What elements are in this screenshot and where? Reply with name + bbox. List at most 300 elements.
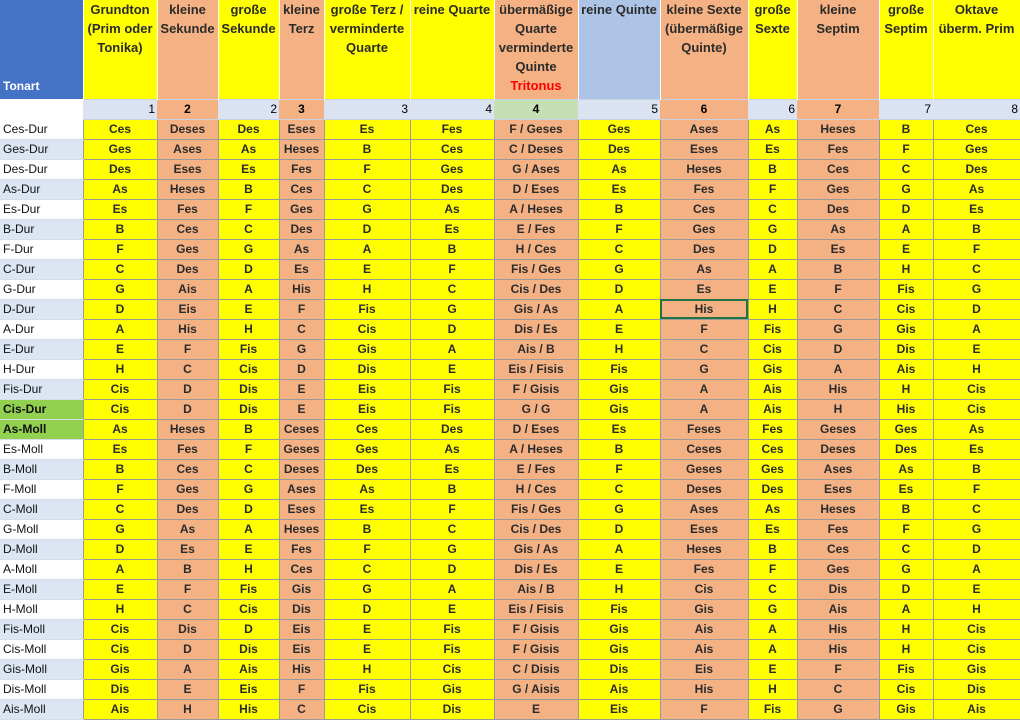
table-cell[interactable]: H <box>578 339 660 359</box>
degree-number[interactable]: 8 <box>933 99 1020 119</box>
row-key-cell[interactable]: B-Moll <box>0 459 83 479</box>
table-cell[interactable]: Gis <box>279 579 324 599</box>
table-cell[interactable]: C <box>218 459 279 479</box>
table-cell[interactable]: His <box>797 619 879 639</box>
degree-number[interactable]: 2 <box>218 99 279 119</box>
column-header[interactable] <box>660 0 748 99</box>
table-cell[interactable]: D / Eses <box>494 179 578 199</box>
table-cell[interactable]: C / Disis <box>494 659 578 679</box>
table-cell[interactable]: A / Heses <box>494 439 578 459</box>
table-cell[interactable]: F <box>660 699 748 719</box>
table-cell[interactable]: F <box>797 279 879 299</box>
table-cell[interactable]: C <box>157 599 218 619</box>
table-cell[interactable]: D <box>157 639 218 659</box>
table-cell[interactable]: D <box>797 339 879 359</box>
table-cell[interactable]: Ases <box>660 119 748 139</box>
table-cell[interactable]: B <box>879 119 933 139</box>
table-cell[interactable]: B <box>410 239 494 259</box>
table-cell[interactable]: Dis <box>218 639 279 659</box>
table-cell[interactable]: Ges <box>933 139 1020 159</box>
table-cell[interactable]: Dis <box>797 579 879 599</box>
table-cell[interactable]: F <box>410 499 494 519</box>
table-cell[interactable]: Ges <box>157 479 218 499</box>
table-cell[interactable]: G <box>218 479 279 499</box>
table-cell[interactable]: As <box>157 519 218 539</box>
table-cell[interactable]: F <box>660 319 748 339</box>
table-cell[interactable]: A <box>933 319 1020 339</box>
table-cell[interactable]: Eis <box>324 379 410 399</box>
table-cell[interactable]: C <box>797 299 879 319</box>
column-header[interactable] <box>494 0 578 99</box>
table-cell[interactable]: C <box>410 279 494 299</box>
table-cell[interactable]: Es <box>933 439 1020 459</box>
table-cell[interactable]: His <box>797 379 879 399</box>
table-cell[interactable]: Heses <box>797 499 879 519</box>
table-cell[interactable]: Gis / As <box>494 299 578 319</box>
table-cell[interactable]: Es <box>324 119 410 139</box>
table-cell[interactable]: Cis <box>218 599 279 619</box>
table-cell[interactable]: Fes <box>797 519 879 539</box>
table-cell[interactable]: Deses <box>279 459 324 479</box>
table-cell[interactable]: Fis <box>218 339 279 359</box>
table-cell[interactable]: Eses <box>660 139 748 159</box>
table-cell[interactable]: Ges <box>410 159 494 179</box>
table-cell[interactable]: E <box>324 619 410 639</box>
table-cell[interactable]: Fis <box>748 699 797 719</box>
table-cell[interactable]: D <box>279 359 324 379</box>
table-cell[interactable]: Ais <box>157 279 218 299</box>
table-cell[interactable]: Es <box>933 199 1020 219</box>
table-cell[interactable]: F / Gisis <box>494 639 578 659</box>
table-cell[interactable]: B <box>879 499 933 519</box>
row-key-cell[interactable]: G-Moll <box>0 519 83 539</box>
table-cell[interactable]: Ases <box>157 139 218 159</box>
table-cell[interactable]: Eis / Fisis <box>494 599 578 619</box>
table-cell[interactable]: D <box>83 539 157 559</box>
table-cell[interactable]: As <box>578 159 660 179</box>
table-cell[interactable]: Cis <box>83 619 157 639</box>
table-cell[interactable]: E <box>748 279 797 299</box>
table-cell[interactable]: As <box>797 219 879 239</box>
table-cell[interactable]: C <box>410 519 494 539</box>
table-cell[interactable]: Gis <box>879 699 933 719</box>
table-cell[interactable]: Eis <box>279 619 324 639</box>
table-cell[interactable]: Ceses <box>660 439 748 459</box>
table-cell[interactable]: C <box>279 319 324 339</box>
table-cell[interactable]: B <box>410 479 494 499</box>
table-cell[interactable]: Des <box>157 259 218 279</box>
table-cell[interactable]: Dis <box>279 599 324 619</box>
table-cell[interactable]: As <box>279 239 324 259</box>
table-cell[interactable]: A <box>410 339 494 359</box>
table-cell[interactable]: Ais <box>83 699 157 719</box>
table-cell[interactable]: Ges <box>279 199 324 219</box>
table-cell[interactable]: G / G <box>494 399 578 419</box>
table-cell[interactable]: Dis <box>83 679 157 699</box>
table-cell[interactable]: Cis <box>933 619 1020 639</box>
table-cell[interactable]: B <box>797 259 879 279</box>
table-cell[interactable]: Des <box>324 459 410 479</box>
table-cell[interactable]: Eis <box>660 659 748 679</box>
table-cell[interactable]: Gis <box>324 339 410 359</box>
table-cell[interactable]: Cis <box>324 699 410 719</box>
row-key-cell[interactable]: E-Moll <box>0 579 83 599</box>
table-cell[interactable]: His <box>157 319 218 339</box>
degree-number[interactable]: 6 <box>660 99 748 119</box>
table-cell[interactable]: A <box>578 299 660 319</box>
table-cell[interactable]: G <box>578 499 660 519</box>
table-cell[interactable]: E <box>578 559 660 579</box>
table-cell[interactable]: E <box>879 239 933 259</box>
table-cell[interactable]: Heses <box>279 139 324 159</box>
row-key-cell[interactable]: Es-Moll <box>0 439 83 459</box>
table-cell[interactable]: Fis <box>879 279 933 299</box>
row-key-cell[interactable]: Ces-Dur <box>0 119 83 139</box>
table-cell[interactable]: Des <box>933 159 1020 179</box>
table-cell[interactable]: E <box>83 579 157 599</box>
table-cell[interactable]: G <box>83 519 157 539</box>
table-cell[interactable]: Deses <box>797 439 879 459</box>
table-cell[interactable]: Es <box>279 259 324 279</box>
table-cell[interactable]: Fes <box>279 539 324 559</box>
table-cell[interactable]: Fis <box>410 399 494 419</box>
table-cell[interactable]: C / Deses <box>494 139 578 159</box>
degree-number[interactable]: 3 <box>324 99 410 119</box>
table-cell[interactable]: G <box>933 279 1020 299</box>
table-cell[interactable]: A <box>748 639 797 659</box>
column-header[interactable] <box>933 0 1020 99</box>
table-cell[interactable]: D <box>410 559 494 579</box>
table-cell[interactable]: Des <box>279 219 324 239</box>
table-cell[interactable]: H <box>933 359 1020 379</box>
table-cell[interactable]: Ges <box>879 419 933 439</box>
table-cell[interactable]: D <box>933 299 1020 319</box>
table-cell[interactable]: A <box>797 359 879 379</box>
table-cell[interactable]: A <box>410 579 494 599</box>
table-cell[interactable]: E / Fes <box>494 219 578 239</box>
table-cell[interactable]: Eis / Fisis <box>494 359 578 379</box>
table-cell[interactable]: Ces <box>157 219 218 239</box>
degree-number[interactable]: 7 <box>879 99 933 119</box>
degree-number[interactable]: 5 <box>578 99 660 119</box>
row-key-cell[interactable]: F-Dur <box>0 239 83 259</box>
degree-number[interactable]: 4 <box>494 99 578 119</box>
table-cell[interactable]: E <box>218 539 279 559</box>
table-cell[interactable]: E <box>279 399 324 419</box>
table-cell[interactable]: Es <box>879 479 933 499</box>
table-cell[interactable]: B <box>933 459 1020 479</box>
table-cell[interactable]: F <box>748 559 797 579</box>
table-cell[interactable]: F <box>157 339 218 359</box>
table-cell[interactable]: A <box>879 599 933 619</box>
table-cell[interactable]: C <box>748 199 797 219</box>
table-cell[interactable]: Des <box>578 139 660 159</box>
table-cell[interactable]: Es <box>578 419 660 439</box>
table-cell[interactable]: F <box>933 239 1020 259</box>
table-cell[interactable]: Es <box>324 499 410 519</box>
table-cell[interactable]: As <box>748 119 797 139</box>
table-cell[interactable]: F / Gisis <box>494 619 578 639</box>
table-cell[interactable]: Dis / Es <box>494 559 578 579</box>
table-cell[interactable]: Fes <box>748 419 797 439</box>
table-cell[interactable]: Des <box>797 199 879 219</box>
row-key-cell[interactable]: E-Dur <box>0 339 83 359</box>
table-cell[interactable]: Fis <box>879 659 933 679</box>
table-cell[interactable]: Cis <box>324 319 410 339</box>
table-cell[interactable]: F <box>879 139 933 159</box>
table-cell[interactable]: G <box>218 239 279 259</box>
table-cell[interactable]: H <box>879 259 933 279</box>
table-cell[interactable]: Des <box>83 159 157 179</box>
row-key-cell[interactable]: F-Moll <box>0 479 83 499</box>
table-cell[interactable]: Fes <box>157 439 218 459</box>
table-cell[interactable]: Fis <box>578 599 660 619</box>
column-header[interactable] <box>797 0 879 99</box>
table-cell[interactable]: Fes <box>660 559 748 579</box>
table-cell[interactable]: Es <box>410 459 494 479</box>
table-cell[interactable]: Ges <box>157 239 218 259</box>
table-cell[interactable]: Ges <box>748 459 797 479</box>
table-cell[interactable]: G <box>578 259 660 279</box>
table-cell[interactable]: Fis / Ges <box>494 259 578 279</box>
row-key-cell[interactable]: D-Moll <box>0 539 83 559</box>
table-cell[interactable]: Gis <box>660 599 748 619</box>
table-cell[interactable]: Cis <box>410 659 494 679</box>
table-cell[interactable]: Des <box>218 119 279 139</box>
table-cell[interactable]: C <box>933 259 1020 279</box>
table-cell[interactable]: F / Gisis <box>494 379 578 399</box>
table-cell[interactable]: F <box>578 459 660 479</box>
table-cell[interactable]: D <box>324 599 410 619</box>
table-cell[interactable]: As <box>218 139 279 159</box>
table-cell[interactable]: Ges <box>324 439 410 459</box>
table-cell[interactable]: Dis / Es <box>494 319 578 339</box>
table-cell[interactable]: F <box>879 519 933 539</box>
table-cell[interactable]: Cis / Des <box>494 279 578 299</box>
table-cell[interactable]: Es <box>797 239 879 259</box>
table-cell[interactable]: Cis <box>83 399 157 419</box>
table-cell[interactable]: F <box>83 479 157 499</box>
table-cell[interactable]: E <box>578 319 660 339</box>
table-cell[interactable]: Gis <box>748 359 797 379</box>
row-key-cell[interactable]: Fis-Moll <box>0 619 83 639</box>
table-cell[interactable]: Eis <box>578 699 660 719</box>
table-cell[interactable]: C <box>879 159 933 179</box>
table-cell[interactable]: H / Ces <box>494 479 578 499</box>
table-cell[interactable]: G <box>797 319 879 339</box>
table-cell[interactable]: Ces <box>933 119 1020 139</box>
table-cell[interactable]: Cis <box>933 399 1020 419</box>
degree-number[interactable]: 1 <box>83 99 157 119</box>
table-cell[interactable]: Fis <box>410 619 494 639</box>
table-cell[interactable]: Es <box>83 439 157 459</box>
table-cell[interactable]: Eis <box>279 639 324 659</box>
table-cell[interactable]: As <box>83 179 157 199</box>
table-cell[interactable]: Fis <box>578 359 660 379</box>
table-cell[interactable]: E <box>494 699 578 719</box>
column-header[interactable] <box>578 0 660 99</box>
table-cell[interactable]: B <box>218 419 279 439</box>
row-key-cell[interactable]: C-Dur <box>0 259 83 279</box>
table-cell[interactable]: Eis <box>157 299 218 319</box>
table-cell[interactable]: Es <box>218 159 279 179</box>
table-cell[interactable]: Gis <box>578 399 660 419</box>
table-cell[interactable]: C <box>797 679 879 699</box>
table-cell[interactable]: As <box>324 479 410 499</box>
table-cell[interactable]: Dis <box>218 399 279 419</box>
table-cell[interactable]: Eses <box>279 499 324 519</box>
table-cell[interactable]: Es <box>157 539 218 559</box>
table-cell[interactable]: Gis <box>879 319 933 339</box>
table-cell[interactable]: B <box>83 459 157 479</box>
table-cell[interactable]: His <box>660 679 748 699</box>
table-cell[interactable]: Es <box>660 279 748 299</box>
table-cell[interactable]: D <box>578 279 660 299</box>
table-cell[interactable]: A <box>157 659 218 679</box>
table-cell[interactable]: C <box>660 339 748 359</box>
table-cell[interactable]: Deses <box>157 119 218 139</box>
table-cell[interactable]: D <box>748 239 797 259</box>
table-cell[interactable]: E <box>933 339 1020 359</box>
table-cell[interactable]: F <box>410 259 494 279</box>
table-cell[interactable]: Cis <box>879 299 933 319</box>
table-cell[interactable]: C <box>748 579 797 599</box>
table-cell[interactable]: D / Eses <box>494 419 578 439</box>
table-cell[interactable]: Fes <box>797 139 879 159</box>
table-cell[interactable]: Ces <box>660 199 748 219</box>
column-header[interactable] <box>157 0 218 99</box>
table-cell[interactable]: As <box>410 199 494 219</box>
table-cell[interactable]: Ais <box>933 699 1020 719</box>
table-cell[interactable]: Ais <box>578 679 660 699</box>
table-cell[interactable]: Ces <box>797 539 879 559</box>
table-cell[interactable]: Ais / B <box>494 339 578 359</box>
table-cell[interactable]: E <box>279 379 324 399</box>
table-cell[interactable]: Eses <box>157 159 218 179</box>
table-cell[interactable]: D <box>83 299 157 319</box>
table-cell[interactable]: Heses <box>157 419 218 439</box>
table-cell[interactable]: H <box>83 599 157 619</box>
table-cell[interactable]: H <box>218 559 279 579</box>
table-cell[interactable]: G <box>660 359 748 379</box>
table-cell[interactable]: C <box>157 359 218 379</box>
table-cell[interactable]: Es <box>578 179 660 199</box>
table-cell[interactable]: C <box>218 219 279 239</box>
table-cell[interactable]: Ces <box>797 159 879 179</box>
table-cell[interactable]: As <box>748 499 797 519</box>
table-cell[interactable]: D <box>410 319 494 339</box>
table-cell[interactable]: Dis <box>410 699 494 719</box>
table-cell[interactable]: Ges <box>83 139 157 159</box>
table-cell[interactable]: A <box>578 539 660 559</box>
table-cell[interactable]: F <box>279 299 324 319</box>
table-cell[interactable]: Es <box>748 519 797 539</box>
table-cell[interactable]: C <box>578 239 660 259</box>
table-cell[interactable]: Ges <box>797 559 879 579</box>
table-cell[interactable]: Eses <box>660 519 748 539</box>
table-cell[interactable]: F <box>748 179 797 199</box>
table-cell[interactable]: B <box>748 159 797 179</box>
degree-number[interactable]: 3 <box>279 99 324 119</box>
table-cell[interactable]: B <box>748 539 797 559</box>
table-cell[interactable]: F <box>933 479 1020 499</box>
table-cell[interactable]: Cis <box>879 679 933 699</box>
table-cell[interactable]: Fis <box>218 579 279 599</box>
table-cell[interactable]: Cis <box>660 579 748 599</box>
table-cell[interactable]: F <box>218 439 279 459</box>
table-cell[interactable]: E <box>324 639 410 659</box>
row-key-cell[interactable]: Dis-Moll <box>0 679 83 699</box>
table-cell[interactable]: D <box>578 519 660 539</box>
table-cell[interactable]: Ces <box>279 179 324 199</box>
row-key-cell[interactable]: Ais-Moll <box>0 699 83 719</box>
table-cell[interactable]: Es <box>748 139 797 159</box>
table-cell[interactable]: Ces <box>748 439 797 459</box>
table-cell[interactable]: Gis <box>410 679 494 699</box>
table-cell[interactable]: Ais / B <box>494 579 578 599</box>
table-cell[interactable]: Ges <box>660 219 748 239</box>
table-cell[interactable]: Ais <box>748 399 797 419</box>
table-cell[interactable]: B <box>157 559 218 579</box>
table-cell[interactable]: Fis / Ges <box>494 499 578 519</box>
table-cell[interactable]: Heses <box>157 179 218 199</box>
table-cell[interactable]: G <box>933 519 1020 539</box>
table-cell[interactable]: D <box>157 399 218 419</box>
table-cell[interactable]: C <box>879 539 933 559</box>
table-cell[interactable]: Ges <box>797 179 879 199</box>
table-cell[interactable]: A <box>324 239 410 259</box>
table-cell[interactable]: E <box>83 339 157 359</box>
degree-number[interactable]: 7 <box>797 99 879 119</box>
table-cell[interactable]: A <box>933 559 1020 579</box>
table-cell[interactable]: Fes <box>660 179 748 199</box>
table-cell[interactable]: Ces <box>83 119 157 139</box>
table-cell[interactable]: C <box>324 179 410 199</box>
table-cell[interactable]: As <box>933 419 1020 439</box>
table-cell[interactable]: C <box>933 499 1020 519</box>
table-cell[interactable]: H <box>933 599 1020 619</box>
row-key-cell[interactable]: C-Moll <box>0 499 83 519</box>
table-cell[interactable]: B <box>933 219 1020 239</box>
table-cell[interactable]: Cis <box>933 379 1020 399</box>
table-cell[interactable]: G <box>324 199 410 219</box>
table-cell[interactable]: Dis <box>324 359 410 379</box>
table-cell[interactable]: Gis / As <box>494 539 578 559</box>
table-cell[interactable]: As <box>410 439 494 459</box>
table-cell[interactable]: A <box>879 219 933 239</box>
table-cell[interactable]: Ases <box>797 459 879 479</box>
degree-number-blank[interactable] <box>0 99 83 119</box>
row-key-cell[interactable]: H-Dur <box>0 359 83 379</box>
table-cell[interactable]: A <box>660 399 748 419</box>
degree-number[interactable]: 6 <box>748 99 797 119</box>
table-cell[interactable]: G / Ases <box>494 159 578 179</box>
table-cell[interactable]: As <box>660 259 748 279</box>
table-cell[interactable]: Fis <box>324 299 410 319</box>
table-cell[interactable]: Ceses <box>279 419 324 439</box>
table-cell[interactable]: G / Aisis <box>494 679 578 699</box>
table-cell[interactable]: As <box>83 419 157 439</box>
table-cell[interactable]: E <box>410 599 494 619</box>
table-cell[interactable]: H <box>324 279 410 299</box>
table-cell[interactable]: Gis <box>578 639 660 659</box>
table-cell[interactable]: C <box>279 699 324 719</box>
table-cell[interactable]: E <box>933 579 1020 599</box>
row-key-cell[interactable]: Es-Dur <box>0 199 83 219</box>
table-cell[interactable]: G <box>410 299 494 319</box>
column-header[interactable] <box>879 0 933 99</box>
table-cell[interactable]: A <box>83 319 157 339</box>
